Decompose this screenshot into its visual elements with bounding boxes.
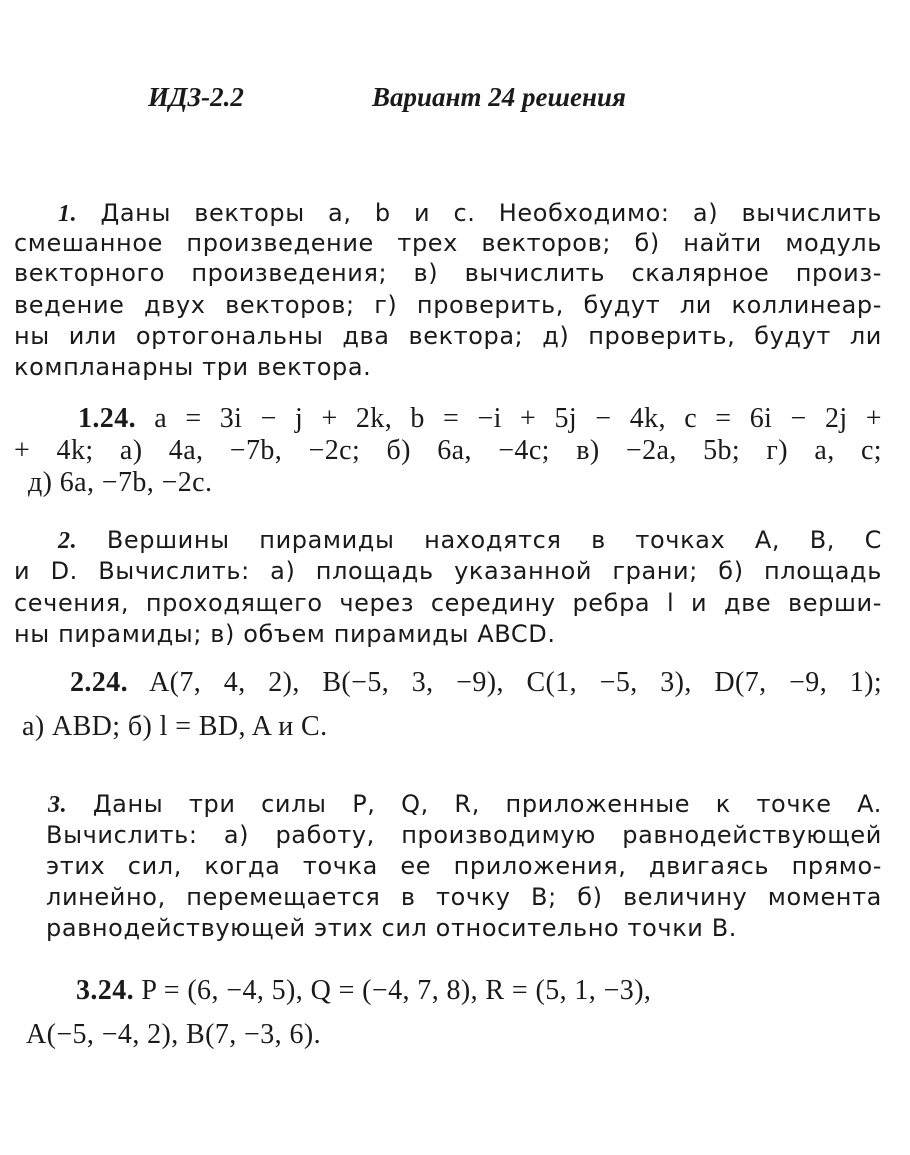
task-text-line: a = 3i − j + 2k, b = −i + 5j − 4k, c = 6i − 2j + (154, 403, 882, 434)
problem-text-line: Даны три силы P, Q, R, приложенные к точке A. (92, 790, 882, 818)
problem-text-line: сечения, проходящего через середину ребра l и две верши- (14, 589, 882, 617)
problem-text-line: Вычислить: а) работу, производимую равнодействующей (46, 821, 882, 849)
problem-text-line: ведение двух векторов; г) проверить, будут ли коллинеар- (14, 291, 882, 319)
problem-text-line: ны или ортогональны два вектора; д) проверить, будут ли (14, 322, 882, 350)
problem-text-line: ны пирамиды; в) объем пирамиды ABCD. (14, 620, 556, 648)
assignment-code: ИДЗ-2.2 (148, 82, 244, 112)
task-text-line: P = (6, −4, 5), Q = (−4, 7, 8), R = (5, 1, −3), (141, 975, 652, 1006)
problem-number: 1. (58, 201, 78, 227)
task-text-line: д) 6a, −7b, −2c. (28, 467, 213, 498)
problem-number: 2. (58, 528, 78, 554)
variant-title: Вариант 24 решения (372, 82, 626, 112)
problem-number: 3. (48, 792, 68, 818)
problem-text-line: векторного произведения; в) вычислить скалярное произ- (14, 259, 882, 287)
task-number: 1.24. (78, 403, 136, 434)
task-text-line: а) ABD; б) l = BD, A и C. (22, 711, 328, 742)
problem-text-line: линейно, перемещается в точку B; б) величину момента (46, 883, 882, 911)
problem-text-line: и D. Вычислить: а) площадь указанной грани; б) площадь (14, 557, 882, 585)
problem-text-line: этих сил, когда точка ее приложения, двигаясь прямо- (46, 852, 882, 880)
problem-text-line: смешанное произведение трех векторов; б) найти модуль (14, 229, 882, 257)
problem-text-line: Даны векторы a, b и c. Необходимо: а) вычислить (100, 199, 882, 227)
problem-text-line: равнодействующей этих сил относительно точки B. (46, 914, 738, 942)
task-text-line: + 4k; а) 4a, −7b, −2c; б) 6a, −4c; в) −2a, 5b; г) a, c; (14, 435, 882, 466)
task-text-line: A(−5, −4, 2), B(7, −3, 6). (26, 1019, 321, 1050)
task-text-line: A(7, 4, 2), B(−5, 3, −9), C(1, −5, 3), D(7, −9, 1); (149, 667, 882, 698)
task-number: 2.24. (70, 667, 128, 698)
problem-text-line: Вершины пирамиды находятся в точках A, B, C (106, 526, 882, 554)
page-header (0, 82, 910, 122)
task-number: 3.24. (76, 975, 134, 1006)
problem-text-line: компланарны три вектора. (14, 353, 372, 381)
